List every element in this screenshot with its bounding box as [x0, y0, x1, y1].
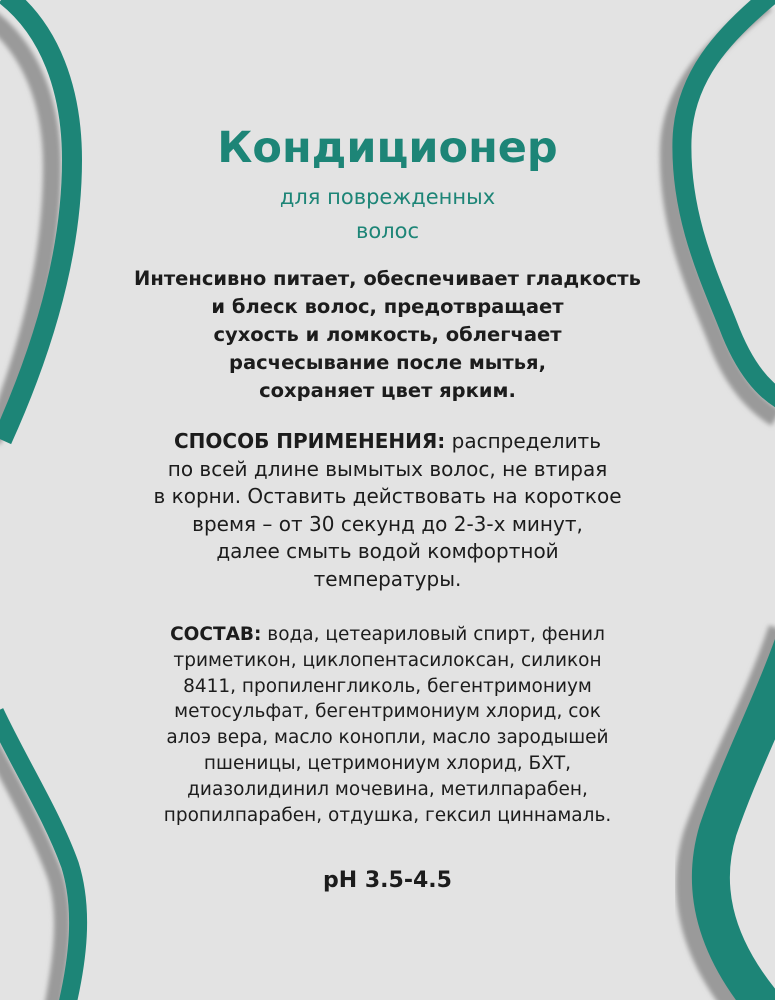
product-title: Кондиционер [217, 123, 558, 173]
usage-line: время – от 30 секунд до 2-3-х минут, [192, 511, 583, 536]
ingredients-label: СОСТАВ: [170, 624, 262, 645]
description-line: Интенсивно питает, обеспечивает гладкость [134, 267, 641, 290]
description-line: расчесывание после мытья, [229, 351, 546, 374]
ingredients-line: алоэ вера, масло конопли, масло зародышей [166, 727, 609, 749]
ingredients-line: 8411, пропиленгликоль, бегентримониум [183, 675, 592, 697]
usage-instructions [0, 428, 775, 593]
ingredients [0, 622, 775, 828]
subtitle-line: волос [355, 219, 420, 243]
ingredients-text: вода, цетеариловый спирт, фенил [261, 624, 605, 645]
ingredients-line: пшеницы, цетримониум хлорид, БХТ, [203, 752, 572, 774]
ingredients-line: пропилпарабен, отдушка, гексил циннамаль. [163, 804, 612, 826]
usage-line: в корни. Оставить действовать на короткое [153, 484, 622, 508]
product-subtitle [0, 180, 775, 248]
ingredients-first-line [0, 622, 775, 648]
usage-first-line [0, 428, 775, 456]
usage-label: СПОСОБ ПРИМЕНЕНИЯ: [173, 429, 446, 453]
usage-line: далее смыть водой комфортной [216, 539, 559, 563]
usage-text: распределить [445, 429, 601, 453]
ingredients-line: метосульфат, бегентримониум хлорид, сок [174, 701, 601, 723]
description-line: сохраняет цвет ярким. [259, 379, 516, 402]
usage-line: по всей длине вымытых волос, не втирая [167, 456, 608, 481]
ph-value: pH 3.5-4.5 [323, 868, 452, 893]
ingredients-line: триметикон, циклопентасилоксан, силикон [173, 649, 602, 671]
ingredients-line: диазолидинил мочевина, метилпарабен, [187, 778, 588, 800]
subtitle-line: для поврежденных [279, 185, 496, 209]
usage-line: температуры. [313, 566, 462, 591]
description-line: сухость и ломкость, облегчает [213, 323, 562, 346]
description-line: и блеск волос, предотвращает [211, 295, 564, 318]
product-description [0, 265, 775, 405]
